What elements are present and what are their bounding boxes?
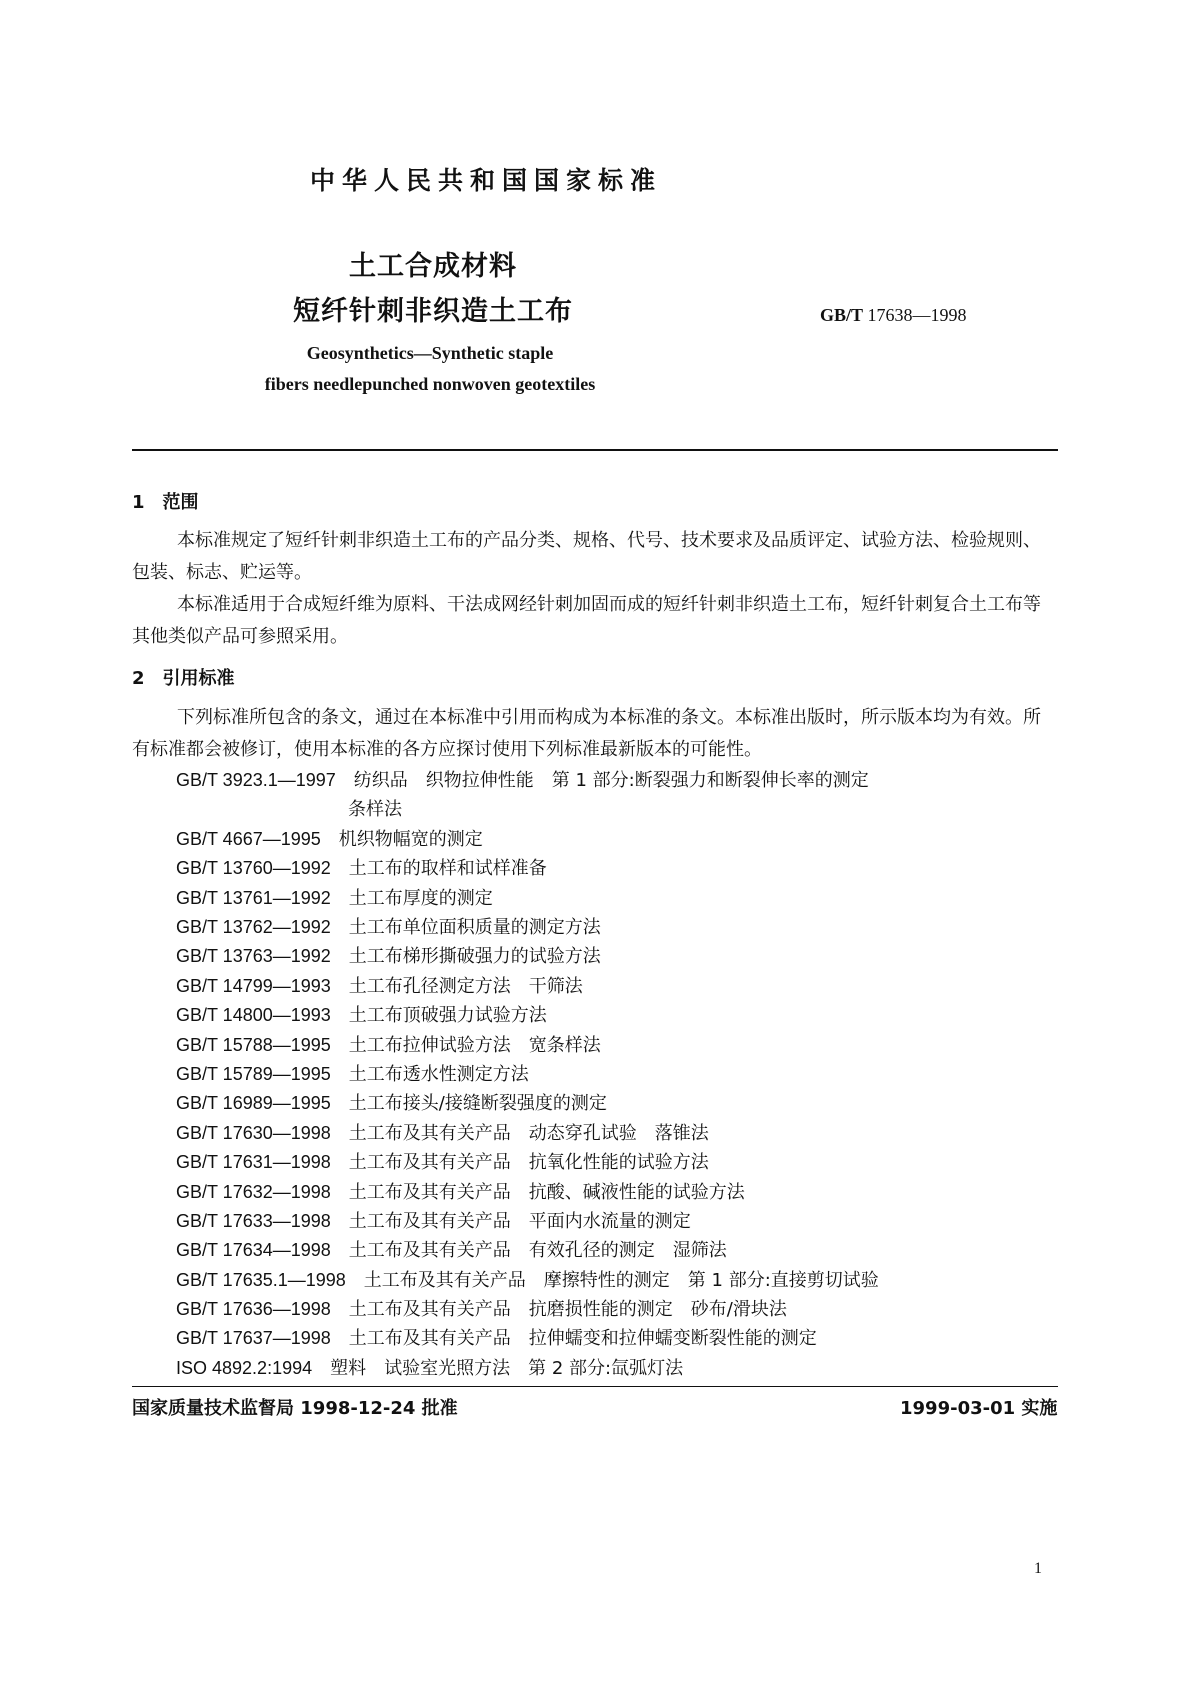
reference-item: GB/T 15789—1995 土工布透水性测定方法: [176, 1064, 529, 1085]
section-1-paragraph-2: 本标准适用于合成短纤维为原料、干法成网经针刺加固而成的短纤针刺非织造土工布，短纤针刺复合土工布等其他类似产品可参照采用。: [132, 594, 1041, 647]
reference-item: GB/T 4667—1995 机织物幅宽的测定: [176, 829, 483, 850]
reference-item: GB/T 14799—1993 土工布孔径测定方法 干筛法: [176, 976, 583, 997]
approval-date: 国家质量技术监督局 1998-12-24 批准: [132, 1398, 458, 1419]
reference-item: GB/T 17631—1998 土工布及其有关产品 抗氧化性能的试验方法: [176, 1152, 709, 1173]
page-number: 1: [1034, 1560, 1042, 1577]
reference-item: GB/T 17632—1998 土工布及其有关产品 抗酸、碱液性能的试验方法: [176, 1182, 745, 1203]
reference-item-continuation: 条样法: [348, 799, 402, 820]
reference-item: GB/T 13760—1992 土工布的取样和试样准备: [176, 858, 547, 879]
section-1-paragraph-1: 本标准规定了短纤针刺非织造土工布的产品分类、规格、代号、技术要求及品质评定、试验方法、检验规则、包装、标志、贮运等。: [132, 530, 1041, 583]
title-line-1: 土工合成材料: [349, 251, 517, 282]
english-title-line-1: Geosynthetics—Synthetic staple: [306, 343, 554, 363]
reference-item: GB/T 17637—1998 土工布及其有关产品 拉伸蠕变和拉伸蠕变断裂性能的测定: [176, 1328, 817, 1349]
reference-item: GB/T 17633—1998 土工布及其有关产品 平面内水流量的测定: [176, 1211, 691, 1232]
reference-item: GB/T 13763—1992 土工布梯形撕破强力的试验方法: [176, 946, 601, 967]
reference-item: GB/T 14800—1993 土工布顶破强力试验方法: [176, 1005, 547, 1026]
reference-item: GB/T 17630—1998 土工布及其有关产品 动态穿孔试验 落锥法: [176, 1123, 709, 1144]
footer-divider: [132, 1386, 1058, 1387]
reference-item: GB/T 17636—1998 土工布及其有关产品 抗磨损性能的测定 砂布/滑块法: [176, 1299, 787, 1320]
reference-item: GB/T 16989—1995 土工布接头/接缝断裂强度的测定: [176, 1093, 607, 1114]
header-divider: [132, 449, 1058, 451]
reference-item: GB/T 3923.1—1997 纺织品 织物拉伸性能 第 1 部分:断裂强力和断裂伸长率的测定: [176, 770, 869, 791]
section-2-heading: 2 引用标准: [132, 668, 235, 689]
reference-item: ISO 4892.2:1994 塑料 试验室光照方法 第 2 部分:氙弧灯法: [176, 1358, 684, 1379]
reference-item: GB/T 15788—1995 土工布拉伸试验方法 宽条样法: [176, 1035, 601, 1056]
national-standard-header: 中华人民共和国国家标准: [309, 166, 662, 195]
implementation-date: 1999-03-01 实施: [900, 1398, 1058, 1419]
standard-code: [820, 305, 967, 326]
standard-code-prefix: GB/T: [820, 305, 864, 325]
reference-item: GB/T 17635.1—1998 土工布及其有关产品 摩擦特性的测定 第 1 部分:直接剪切试验: [176, 1270, 879, 1291]
reference-item: GB/T 13761—1992 土工布厚度的测定: [176, 888, 493, 909]
standard-code-number: 17638—1998: [867, 305, 967, 325]
reference-item: GB/T 13762—1992 土工布单位面积质量的测定方法: [176, 917, 601, 938]
english-title-line-2: fibers needlepunched nonwoven geotextiles: [264, 374, 596, 394]
section-1-heading: 1 范围: [132, 492, 199, 513]
title-line-2: 短纤针刺非织造土工布: [293, 296, 573, 327]
reference-item: GB/T 17634—1998 土工布及其有关产品 有效孔径的测定 湿筛法: [176, 1240, 727, 1261]
section-2-paragraph-1: 下列标准所包含的条文，通过在本标准中引用而构成为本标准的条文。本标准出版时，所示版本均为有效。所有标准都会被修订，使用本标准的各方应探讨使用下列标准最新版本的可能性。: [132, 707, 1041, 760]
